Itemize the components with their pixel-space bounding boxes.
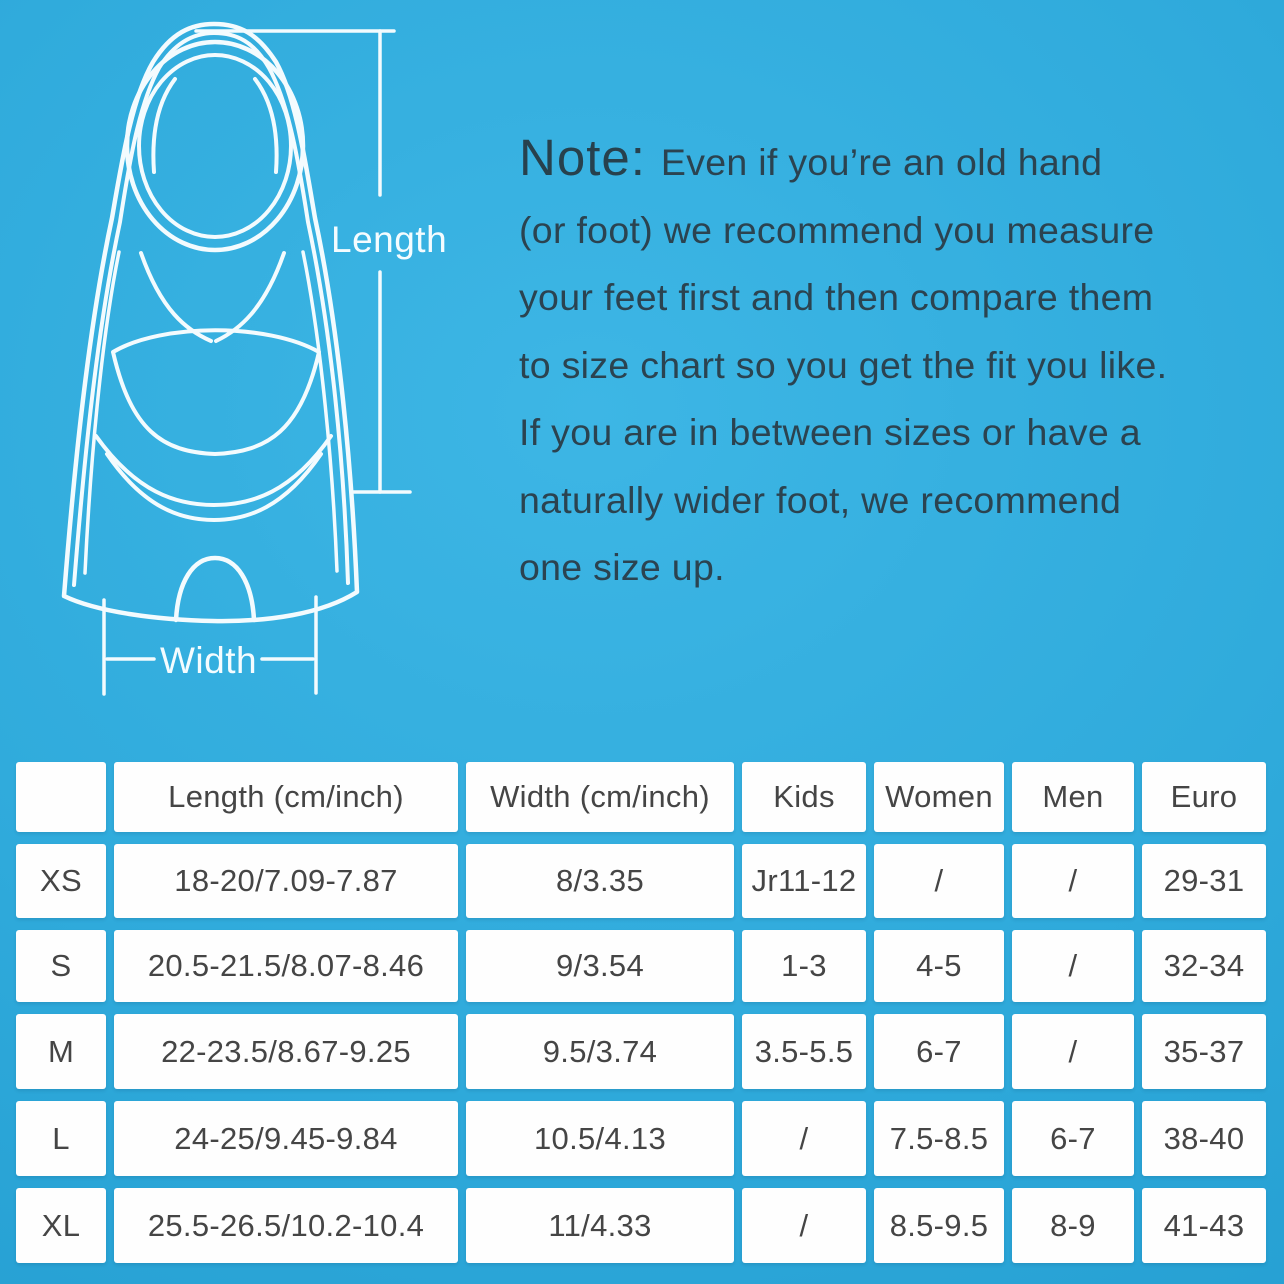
table-cell: 32-34 — [1142, 930, 1266, 1002]
size-cell: L — [16, 1101, 106, 1176]
table-cell: 10.5/4.13 — [466, 1101, 734, 1176]
header-cell-men: Men — [1012, 762, 1134, 832]
table-cell: 29-31 — [1142, 844, 1266, 918]
note-line: your feet first and then compare them — [519, 276, 1154, 318]
table-cell: 35-37 — [1142, 1014, 1266, 1089]
size-cell: S — [16, 930, 106, 1002]
table-cell: 8/3.35 — [466, 844, 734, 918]
table-cell: Jr11-12 — [742, 844, 866, 918]
length-dimension-label: Length — [331, 219, 448, 260]
table-cell: / — [1012, 1014, 1134, 1089]
note-line: If you are in between sizes or have a — [519, 411, 1141, 453]
note-line — [519, 124, 1167, 197]
table-cell: 20.5-21.5/8.07-8.46 — [114, 930, 458, 1002]
table-cell: 9.5/3.74 — [466, 1014, 734, 1089]
header-cell-women: Women — [874, 762, 1004, 832]
note-line: to size chart so you get the fit you like. — [519, 343, 1168, 386]
table-cell: 7.5-8.5 — [874, 1101, 1004, 1176]
note-block — [519, 124, 1167, 602]
size-cell: M — [16, 1014, 106, 1089]
table-cell: 8-9 — [1012, 1188, 1134, 1263]
table-cell: 4-5 — [874, 930, 1004, 1002]
table-cell: 25.5-26.5/10.2-10.4 — [114, 1188, 458, 1263]
table-cell: 11/4.33 — [466, 1188, 734, 1263]
size-cell: XL — [16, 1188, 106, 1263]
note-line: (or foot) we recommend you measure — [519, 208, 1155, 251]
header-cell-length: Length (cm/inch) — [114, 762, 458, 832]
note-line: one size up. — [519, 546, 725, 588]
table-cell: 22-23.5/8.67-9.25 — [114, 1014, 458, 1089]
table-cell: 8.5-9.5 — [874, 1188, 1004, 1263]
size-table — [16, 762, 1266, 1263]
table-cell: 41-43 — [1142, 1188, 1266, 1263]
header-cell-euro: Euro — [1142, 762, 1266, 832]
table-cell: / — [742, 1188, 866, 1263]
table-cell: / — [1012, 844, 1134, 918]
table-cell: 24-25/9.45-9.84 — [114, 1101, 458, 1176]
header-cell-width: Width (cm/inch) — [466, 762, 734, 832]
table-cell: 18-20/7.09-7.87 — [114, 844, 458, 918]
width-dimension-label: Width — [160, 640, 258, 681]
table-cell: 38-40 — [1142, 1101, 1266, 1176]
size-cell: XS — [16, 844, 106, 918]
header-cell-kids: Kids — [742, 762, 866, 832]
table-cell: 3.5-5.5 — [742, 1014, 866, 1089]
note-heading: Note: — [519, 129, 646, 186]
fin-line-drawing-icon — [0, 0, 470, 710]
header-cell-size — [16, 762, 106, 832]
note-text: Even if you’re an old hand — [660, 141, 1103, 183]
table-cell: / — [742, 1101, 866, 1176]
table-cell: 9/3.54 — [466, 930, 734, 1002]
table-cell: / — [1012, 930, 1134, 1002]
table-cell: / — [874, 844, 1004, 918]
table-cell: 6-7 — [874, 1014, 1004, 1089]
table-cell: 6-7 — [1012, 1101, 1134, 1176]
table-cell: 1-3 — [742, 930, 866, 1002]
note-line: naturally wider foot, we recommend — [519, 478, 1122, 521]
